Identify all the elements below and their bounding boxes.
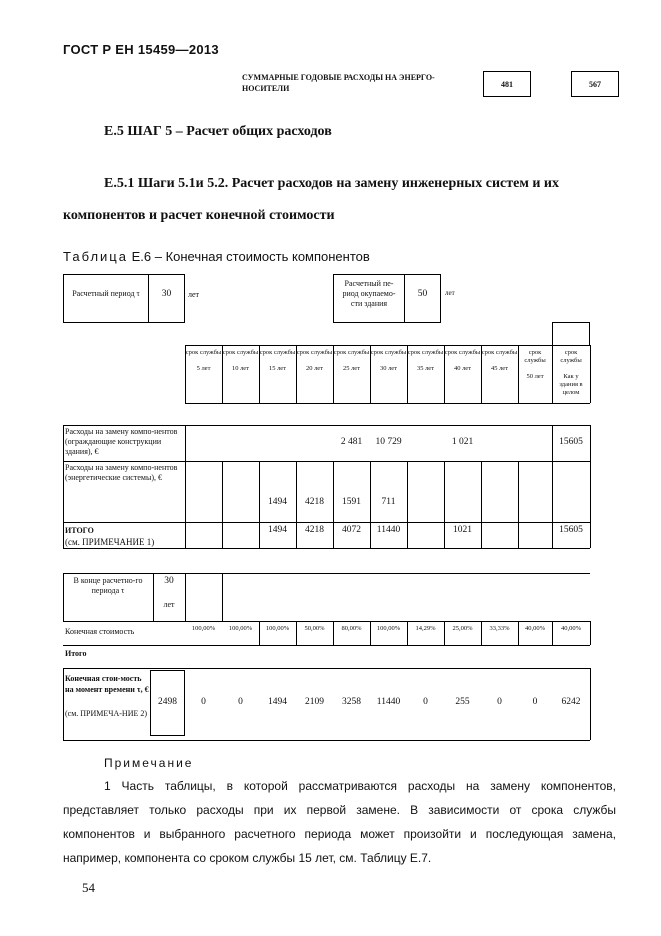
final-note: (см. ПРИМЕЧА-НИЕ 2) [65,709,148,718]
grid-line [481,461,482,548]
payback-value-cell [404,274,441,323]
final-value: 255 [455,697,470,707]
column-years: 20 лет [305,365,324,372]
final-cost-pct: 25,00% [452,625,473,632]
grid-line [63,621,590,622]
grid-line [590,668,591,740]
final-cost-pct: 33,33% [489,625,510,632]
grid-line [63,425,64,548]
final-cost-pct: 100,00% [228,625,253,632]
grid-line [222,573,223,621]
row-total-value: 4218 [305,525,324,535]
page-number: 54 [82,880,95,895]
grid-line [63,548,590,549]
period-value: 30 [161,289,172,299]
caption-text: Е.6 – Конечная стоимость компонентов [127,249,370,264]
end-period-unit: лет [163,600,175,609]
column-header [370,349,407,373]
top-right-cell [552,322,590,346]
final-value: 0 [201,697,206,707]
end-period-value: 30 [164,576,174,586]
final-first-value: 2498 [158,697,177,707]
final-value: 3258 [342,697,361,707]
column-years: 5 лет [196,365,211,372]
column-header [444,349,481,373]
column-years: 45 лет [490,365,509,372]
column-header [481,349,518,373]
grid-line [590,621,591,645]
grid-line [63,461,590,462]
column-service: срок службы [407,349,444,356]
row-total-value: 1494 [268,525,287,535]
grid-line [590,425,591,548]
grid-line [590,345,591,403]
grid-line [63,645,590,646]
row-energy-value: 4218 [305,497,324,507]
column-years: 15 лет [268,365,287,372]
final-cost-pct: 100,00% [265,625,290,632]
grid-line [407,461,408,548]
final-value: 0 [238,697,243,707]
column-years: 40 лет [453,365,472,372]
row-total-value: 4072 [342,525,361,535]
column-years: 25 лет [342,365,361,372]
standard-header: ГОСТ Р ЕН 15459—2013 [63,42,219,57]
final-value: 0 [423,697,428,707]
period-unit: лет [188,290,200,299]
row-total-label: ИТОГО [65,526,94,535]
note-body: 1 Часть таблицы, в которой рассматриваются расходы на замену компонентов, представляет только расходы при их первой замене. В зависимости от срока службы компонентов и выбранного расчетного периода может произойти и последующая замена, например, компонента со сроком службы 15 лет, см. Таблицу Е.7. [63,779,616,865]
final-cost-pct: 80,00% [341,625,362,632]
final-value: 11440 [376,697,401,707]
row-total-value: 1021 [453,525,472,535]
column-header [333,349,370,373]
note-title: Примечание [104,756,194,770]
row-energy-label: Расходы на замену компо-нентов (энергетические системы), € [65,463,178,482]
table-caption [63,249,370,264]
grid-line [185,425,186,548]
column-service: срок службы [444,349,481,356]
row-total-sublabel: (см. ПРИМЕЧАНИЕ 1) [65,537,155,547]
column-service: срок службы [333,349,370,356]
row-total-value: 11440 [376,525,401,535]
column-header [259,349,296,373]
final-value: 2109 [305,697,324,707]
column-header [296,349,333,373]
column-header [185,349,222,373]
grid-line [222,461,223,548]
grid-line [552,345,553,403]
column-header [407,349,444,373]
end-period-label: В конце расчетно-го периода τ [73,576,143,595]
header-bottom-line [185,403,590,404]
final-value: 1494 [268,697,287,707]
payback-unit: лет [445,289,455,297]
caption-prefix: Таблица [63,249,128,264]
period-label-cell [63,274,149,323]
row-building-value: 2 481 [340,437,363,447]
final-value: 6242 [561,697,581,707]
row-energy-value: 1591 [342,497,361,507]
payback-label-cell [333,274,405,323]
section-heading-e5: Е.5 ШАГ 5 – Расчет общих расходов [104,124,332,139]
column-service: срок службы [481,349,518,356]
final-cost-pct: 14,29% [415,625,436,632]
final-cost-pct: 40,00% [560,625,582,632]
final-cost-pct: 40,00% [524,625,546,632]
column-service: срок службы [185,349,222,356]
row-building-value: 10 729 [375,437,402,447]
column-service: срок службы [370,349,407,356]
column-years: 50 лет [526,373,544,380]
period-label: Расчетный период τ [72,289,140,298]
period-value-cell [148,274,185,323]
column-years: 10 лет [231,365,250,372]
column-years: 35 лет [416,365,435,372]
row-building-label: Расходы на замену компо-нентов (ограждающие конструкции здания), € [65,427,178,456]
box-title: СУММАРНЫЕ ГОДОВЫЕ РАСХОДЫ НА ЭНЕРГО-НОСИТЕЛИ [242,73,435,93]
grid-line [518,461,519,548]
final-value: 0 [497,697,502,707]
row-energy-value: 1494 [268,497,287,507]
final-cost-pct: 50,00% [304,625,325,632]
column-years: Как у здания в целом [559,373,583,396]
page-box-2: 567 [571,71,619,97]
grid-line [63,522,590,523]
column-years: 30 лет [379,365,398,372]
row-building-value: 1 021 [451,437,474,447]
final-value: 0 [532,697,538,707]
column-service: срок службы [560,349,582,364]
column-header [222,349,259,373]
page-box-1: 481 [483,71,531,97]
column-header [518,349,552,381]
grid-line [63,425,590,426]
final-cost-pct: 100,00% [376,625,401,632]
final-label: Конечная стои-мость на момент времени τ, € [65,674,149,694]
column-service: срок службы [524,349,546,364]
final-cost-pct: 100,00% [191,625,216,632]
row-energy-value: 711 [381,497,396,507]
header-top-line [185,345,590,346]
section-heading-e51: Е.5.1 Шаги 5.1и 5.2. Расчет расходов на замену инженерных систем и их компонентов и расчет конечной стоимости [63,176,559,223]
grid-line [63,740,590,741]
column-service: срок службы [259,349,296,356]
final-cost-label: Конечная стоимость [65,627,135,636]
payback-value: 50 [417,289,428,299]
grid-line [185,573,186,621]
payback-label: Расчетный пе-риод окупаемо-сти здания [342,279,396,308]
column-header [554,349,588,397]
grid-line [63,668,590,669]
row-building-value: 15605 [559,437,583,447]
column-service: срок службы [296,349,333,356]
column-service: срок службы [222,349,259,356]
row-total-value: 15605 [559,525,583,535]
grid-line [63,573,590,574]
itogo-label: Итого [65,649,87,658]
grid-line [63,668,64,740]
